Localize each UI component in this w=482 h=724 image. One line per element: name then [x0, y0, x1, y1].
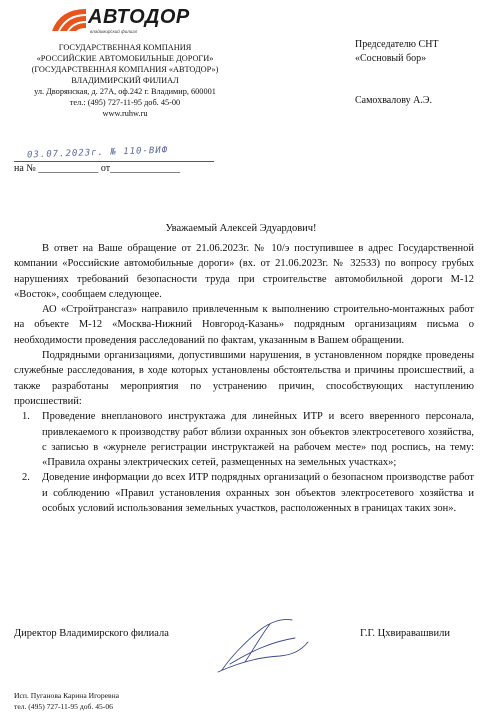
- addressee-name: Самохвалову А.Э.: [355, 95, 432, 106]
- organization-block: [0, 42, 250, 119]
- outgoing-number-handwritten: 03.07.2023г. № 110-ВИФ: [26, 145, 169, 161]
- org-website: www.ruhw.ru: [102, 109, 148, 118]
- org-line: ВЛАДИМИРСКИЙ ФИЛИАЛ: [71, 76, 179, 85]
- org-address: ул. Дворянская, д. 27А, оф.242 г. Владимир, 600001: [34, 87, 216, 96]
- reference-line: на № ____________ от______________: [14, 163, 181, 174]
- paragraph: В ответ на Ваше обращение от 21.06.2023г. № 10/э поступившее в адрес Государственной компании «Российские автомобильные дороги» (вх. от 21.06.2023г. № 32533) по вопросу грубых нарушениях требований безопасности труда при строительстве автомобильной дороги М-12 «Восток», сообщаем следующее.: [14, 243, 474, 300]
- logo-emblem-icon: [52, 9, 86, 31]
- signer-name: Г.Г. Цхвиравашвили: [360, 628, 450, 639]
- executor-phone: тел. (495) 727-11-95 доб. 45-06: [14, 702, 113, 711]
- list-item-number: 1.: [22, 411, 30, 423]
- executor-block: [14, 690, 119, 712]
- handwritten-signature: [200, 612, 320, 682]
- list-item-text: Проведение внепланового инструктажа для линейных ИТР и всего вверенного персонала, привлекаемого к производству работ вблизи охранных зон объектов электросетевого хозяйства, с записью в «журнеле регистрации инструктажей на рабочем месте» под роспись, на тему: «Правила охраны электрических сетей, размещенных на земельных участках»;: [42, 411, 474, 469]
- list-item-text: Доведение информации до всех ИТР подрядных организаций о безопасном производстве работ и соблюдению «Правил установления охранных зон объектов электросетевого хозяйства и особых условий использования земельных участков, расположенных в границах таких зон».: [42, 472, 474, 515]
- letter-body: [14, 241, 474, 516]
- logo-text: АВТОДОР: [88, 6, 190, 28]
- executor-name: Исп. Пуганова Карина Игоревна: [14, 691, 120, 700]
- list-item: [14, 409, 474, 470]
- paragraph: Подрядными организациями, допустившими нарушения, в установленном порядке проведены служебные расследования, в ходе которых установлены обстоятельства и причины происшествий, а также разработаны мероприятия по устранению причин, способствующих наступлению происшествий:: [14, 350, 474, 407]
- addressee-block: [355, 38, 439, 108]
- logo-subtitle: владимирский филиал: [90, 29, 138, 34]
- addressee-line: «Сосновый бор»: [355, 53, 427, 64]
- greeting: Уважаемый Алексей Эдуардович!: [165, 223, 317, 234]
- org-line: «РОССИЙСКИЕ АВТОМОБИЛЬНЫЕ ДОРОГИ»: [36, 54, 214, 63]
- signer-position: Директор Владимирского филиала: [14, 628, 169, 639]
- outgoing-number-line: [14, 161, 214, 162]
- list-item-number: 2.: [22, 472, 30, 484]
- org-line: (ГОСУДАРСТВЕННАЯ КОМПАНИЯ «АВТОДОР»): [31, 65, 219, 74]
- org-line: ГОСУДАРСТВЕННАЯ КОМПАНИЯ: [58, 43, 192, 52]
- list-item: [14, 470, 474, 516]
- org-phone: тел.: (495) 727-11-95 доб. 45-00: [69, 98, 181, 107]
- paragraph: АО «Стройтрансгаз» направило привлеченным к выполнению строительно-монтажных работ на объекте М-12 «Москва-Нижний Новгород-Казань» подрядным организациям письма о необходимости проведения расследований по фактам, указанным в Вашем обращении.: [14, 304, 474, 346]
- measures-list: [14, 409, 474, 516]
- addressee-line: Председателю СНТ: [355, 39, 439, 50]
